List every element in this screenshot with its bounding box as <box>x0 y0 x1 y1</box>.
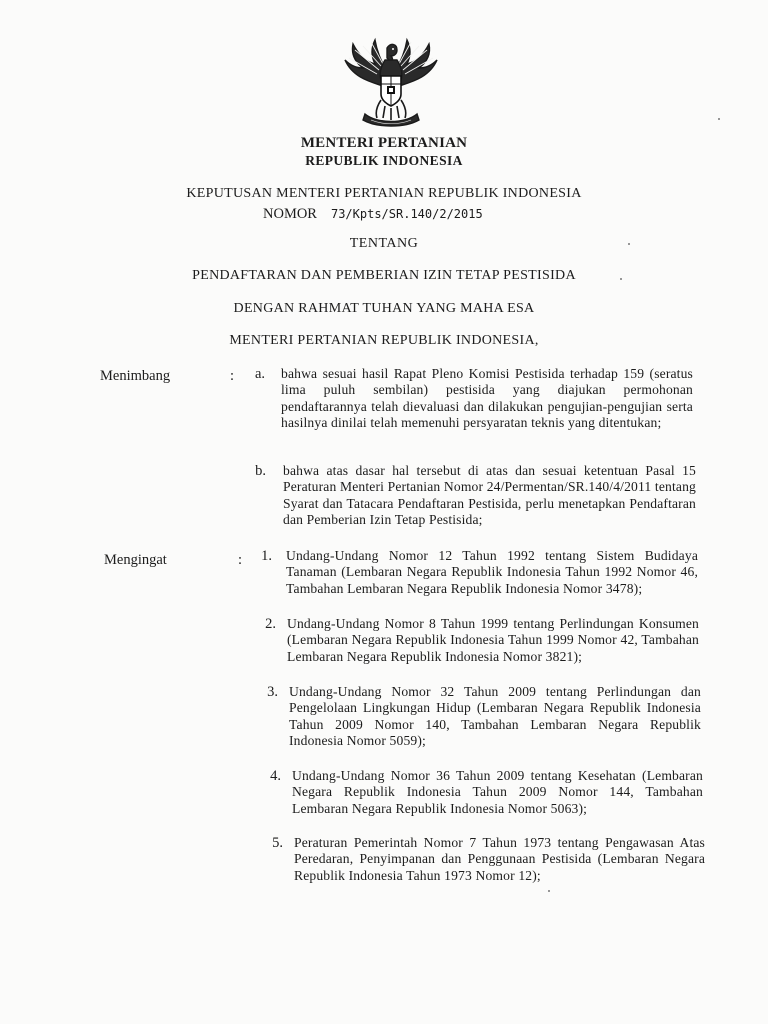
decree-title: KEPUTUSAN MENTERI PERTANIAN REPUBLIK INDONESIA <box>186 186 582 201</box>
decree-subject: PENDAFTARAN DAN PEMBERIAN IZIN TETAP PESTISIDA <box>192 268 576 283</box>
mengingat-item-marker: 1. <box>261 548 272 564</box>
decree-number-value: 73/Kpts/SR.140/2/2015 <box>330 207 483 221</box>
ministry-title-line1: MENTERI PERTANIAN <box>300 135 468 151</box>
menimbang-colon: : <box>230 368 235 384</box>
mengingat-item-marker: 5. <box>272 835 283 851</box>
mengingat-label: Mengingat <box>104 552 167 568</box>
mengingat-item-marker: 3. <box>267 684 278 700</box>
ministry-title-line2: REPUBLIK INDONESIA <box>305 153 463 168</box>
decree-tentang: TENTANG <box>349 236 419 251</box>
mengingat-item-marker: 2. <box>265 616 276 632</box>
mengingat-item-marker: 4. <box>270 768 281 784</box>
menimbang-item-text: bahwa sesuai hasil Rapat Pleno Komisi Pestisida terhadap 159 (seratus lima puluh sembilan) pestisida yang diajukan permohonan pendaftarannya telah dievaluasi dan dilakukan pengujian-pengujian serta hasilnya dinilai telah memenuhi persyaratan teknis yang ditentukan; <box>281 366 693 431</box>
menimbang-label: Menimbang <box>100 368 171 384</box>
scan-speck <box>628 243 630 245</box>
menimbang-item-marker: b. <box>255 463 266 479</box>
decree-preamble: DENGAN RAHMAT TUHAN YANG MAHA ESA <box>233 301 535 316</box>
menimbang-item-marker: a. <box>254 366 265 382</box>
mengingat-colon: : <box>238 552 243 568</box>
decree-number-row <box>263 206 483 223</box>
decree-issuer: MENTERI PERTANIAN REPUBLIK INDONESIA, <box>229 333 539 348</box>
mengingat-item-text: Undang-Undang Nomor 32 Tahun 2009 tentang Perlindungan dan Pengelolaan Lingkungan Hidup (Lembaran Negara Republik Indonesia Tahun 2009 Nomor 140, Tambahan Lembaran Negara Republik Indonesia Nomor 5059); <box>289 684 701 749</box>
mengingat-item-text: Undang-Undang Nomor 12 Tahun 1992 tentang Sistem Budidaya Tanaman (Lembaran Negara Republik Indonesia Tahun 1992 Nomor 46, Tambahan Lembaran Negara Republik Indonesia Nomor 3478); <box>286 548 698 596</box>
scan-speck <box>548 890 550 892</box>
scan-speck <box>620 278 622 280</box>
scan-speck <box>718 118 720 120</box>
decree-number-label: NOMOR <box>263 206 317 222</box>
mengingat-item-text: Undang-Undang Nomor 8 Tahun 1999 tentang Perlindungan Konsumen (Lembaran Negara Republik Indonesia Tahun 1999 Nomor 42, Tambahan Lembaran Negara Republik Indonesia Nomor 3821); <box>287 616 699 664</box>
mengingat-item-text: Undang-Undang Nomor 36 Tahun 2009 tentang Kesehatan (Lembaran Negara Republik Indonesia Tahun 2009 Nomor 144, Tambahan Lembaran Negara Republik Indonesia Nomor 5063); <box>292 768 703 816</box>
menimbang-item-text: bahwa atas dasar hal tersebut di atas dan sesuai ketentuan Pasal 15 Peraturan Menteri Pertanian Nomor 24/Permentan/SR.140/4/2011 tentang Syarat dan Tatacara Pendaftaran Pestisida, perlu menetapkan Pendaftaran dan Pemberian Izin Tetap Pestisida; <box>283 463 696 528</box>
garuda-emblem-icon <box>337 34 445 130</box>
mengingat-item-text: Peraturan Pemerintah Nomor 7 Tahun 1973 tentang Pengawasan Atas Peredaran, Penyimpanan dan Penggunaan Pestisida (Lembaran Negara Republik Indonesia Tahun 1973 Nomor 12); <box>294 835 705 883</box>
